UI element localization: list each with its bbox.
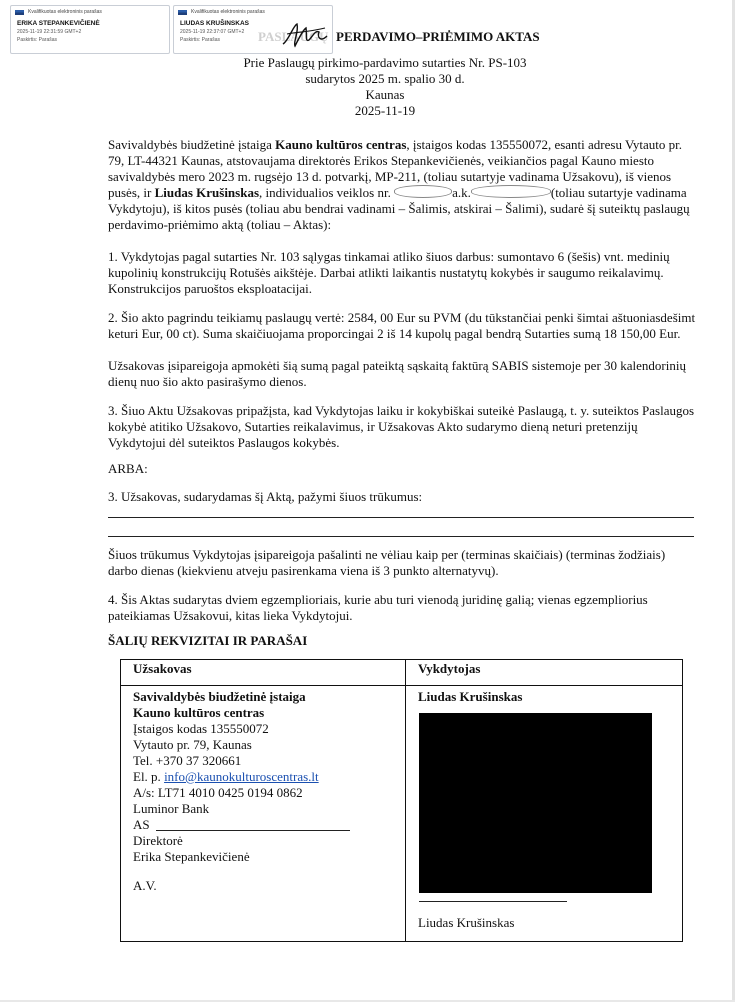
alternative-label: ARBA: (108, 461, 148, 476)
redacted-contractor-details (419, 713, 652, 893)
paragraph-2-payment: Užsakovas įsipareigoja apmokėti šią sumą pagal pateiktą sąskaitą faktūrą SABIS sistemoje per 30 kalendorinių dienų nuo šio akto pasirašymo dienos. (108, 358, 686, 389)
contract-date: sudarytos 2025 m. spalio 30 d. (305, 71, 465, 86)
requisites-heading: ŠALIŲ REKVIZITAI IR PARAŠAI (108, 633, 308, 648)
client-as-row: AS (133, 817, 405, 833)
client-column-header: Užsakovas (121, 660, 406, 686)
paragraph-1: 1. Vykdytojas pagal sutarties Nr. 103 sąlygas tinkamai atliko šiuos darbus: sumontavo 6 (šešis) vnt. medinių kupolinių konstrukcijų Rotušės aikštėje. Darbai atlikti laikantis nustatytų kokybės ir saugumo reikalavimų. Konstrukcijos paruoštos eksploatacijai. (108, 249, 670, 296)
client-code: Įstaigos kodas 135550072 (133, 721, 269, 736)
stamp-role: Paskirtis: Parašas (180, 37, 221, 43)
paragraph-3: 3. Šiuo Aktu Užsakovas pripažįsta, kad Vykdytojas laiku ir kokybiškai suteikė Paslaugą, t. y. suteiktos Paslaugos kokybė atitiko Užsakovo, Sutarties reikalavimus, ir Užsakovas Akto sudarymo dieną neturi pretenzijų Vykdytojui dėl suteiktos Paslaugos kokybės. (108, 403, 695, 450)
client-org-name: Kauno kultūros centras (275, 137, 407, 152)
redacted-id (394, 185, 452, 198)
client-address: Vytauto pr. 79, Kaunas (133, 737, 252, 752)
client-email-link[interactable]: info@kaunokulturoscentras.lt (164, 769, 319, 784)
title-faded-word: PASLAUGŲ (258, 29, 329, 44)
paragraph-2: 2. Šio akto pagrindu teikiamų paslaugų vertė: 2584, 00 Eur su PVM (du tūkstančiai penki šimtai aštuoniasdešimt keturi Eur, 00 ct). Suma skaičiuojama proporcingai 2 iš 14 kupolų pagal bendrą Sutarties sumą 18 150,00 Eur. (108, 310, 696, 341)
contractor-requisites (406, 686, 683, 942)
contract-reference: Prie Paslaugų pirkimo-pardavimo sutarties Nr. PS-103 (243, 55, 527, 70)
stamp-timestamp: 2025-11-19 22:31:59 GMT+2 (17, 29, 82, 35)
seal-placeholder: A.V. (133, 878, 157, 893)
city: Kaunas (365, 87, 405, 102)
paragraph-3-fix: Šiuos trūkumus Vykdytojas įsipareigoja pašalinti ne vėliau kaip per (terminas skaičiais) (terminas žodžiais) darbo dienas (kiekvienu atveju pasirenkama viena iš 3 punkto alternatyvų). (108, 547, 666, 578)
client-signer-name: Erika Stepankevičienė (133, 849, 250, 864)
stamp-header: Kvalifikuotas elektroninis parašas (28, 9, 102, 15)
contractor-signer-name: Liudas Krušinskas (418, 915, 515, 930)
client-bank: Luminor Bank (133, 801, 210, 816)
paragraph-3-alt: 3. Užsakovas, sudarydamas šį Aktą, pažymi šiuos trūkumus: (108, 489, 423, 504)
intro-paragraph: Savivaldybės biudžetinė įstaiga Kauno kultūros centras, įstaigos kodas 135550072, esanti adresu Vytauto pr. 79, LT-44321 Kaunas, atstovaujama direktorės Erikos Stepankevičienės, veikiančios pagal Kauno miesto savivaldybės mero 2023 m. rugsėjo 13 d. potvarkį, MP-211, (toliau sutartyje vadinama Užsakovu), iš vienos pusės, ir Liudas Krušinskas, individualios veiklos nr. a.k. (toliau sutartyje vadinama Vykdytoju), iš kitos pusės (toliau abu bendrai vadinami – Šalimis, atskirai – Šalimi), sudarė šį suteiktų paslaugų perdavimo-priėmimo aktą (toliau – Aktas): (108, 137, 690, 232)
stamp-signer-name: LIUDAS KRUŠINSKAS (180, 20, 249, 27)
redacted-personal-code (471, 185, 551, 198)
fill-in-line-2 (108, 536, 694, 537)
paragraph-4: 4. Šis Aktas sudarytas dviem egzemplioriais, kurie abu turi vienodą juridinę galią; vienas egzempliorius pateikiamas Užsakovui, kitas lieka Vykdytojui. (108, 592, 648, 623)
stamp-header: Kvalifikuotas elektroninis parašas (191, 9, 265, 15)
client-type: Savivaldybės biudžetinė įstaiga (133, 689, 306, 704)
handwritten-signature (279, 18, 331, 52)
contractor-column-header: Vykdytojas (406, 660, 683, 686)
fill-in-line-1 (108, 517, 694, 518)
contractor-name-heading: Liudas Krušinskas (418, 689, 523, 704)
as-fill-line (156, 818, 350, 831)
client-account: A/s: LT71 4010 0425 0194 0862 (133, 785, 303, 800)
e-signature-stamp-client[interactable] (10, 5, 170, 54)
client-signer-position: Direktorė (133, 833, 183, 848)
stamp-role: Paskirtis: Parašas (17, 37, 58, 43)
client-phone: Tel. +370 37 320661 (133, 753, 242, 768)
contractor-signature-line (419, 901, 567, 902)
stamp-signer-name: ERIKA STEPANKEVIČIENĖ (17, 20, 100, 27)
eu-flag-icon (178, 10, 187, 15)
stamp-timestamp: 2025-11-19 22:37:07 GMT+2 (180, 29, 245, 35)
client-email-row: El. p. info@kaunokulturoscentras.lt (133, 769, 319, 784)
eu-flag-icon (15, 10, 24, 15)
requisites-table (120, 659, 683, 942)
contractor-name: Liudas Krušinskas (154, 185, 260, 200)
act-date: 2025-11-19 (354, 103, 416, 118)
document-title: PERDAVIMO–PRIĖMIMO AKTAS (336, 29, 540, 44)
client-requisites (121, 686, 406, 942)
client-name: Kauno kultūros centras (133, 705, 265, 720)
